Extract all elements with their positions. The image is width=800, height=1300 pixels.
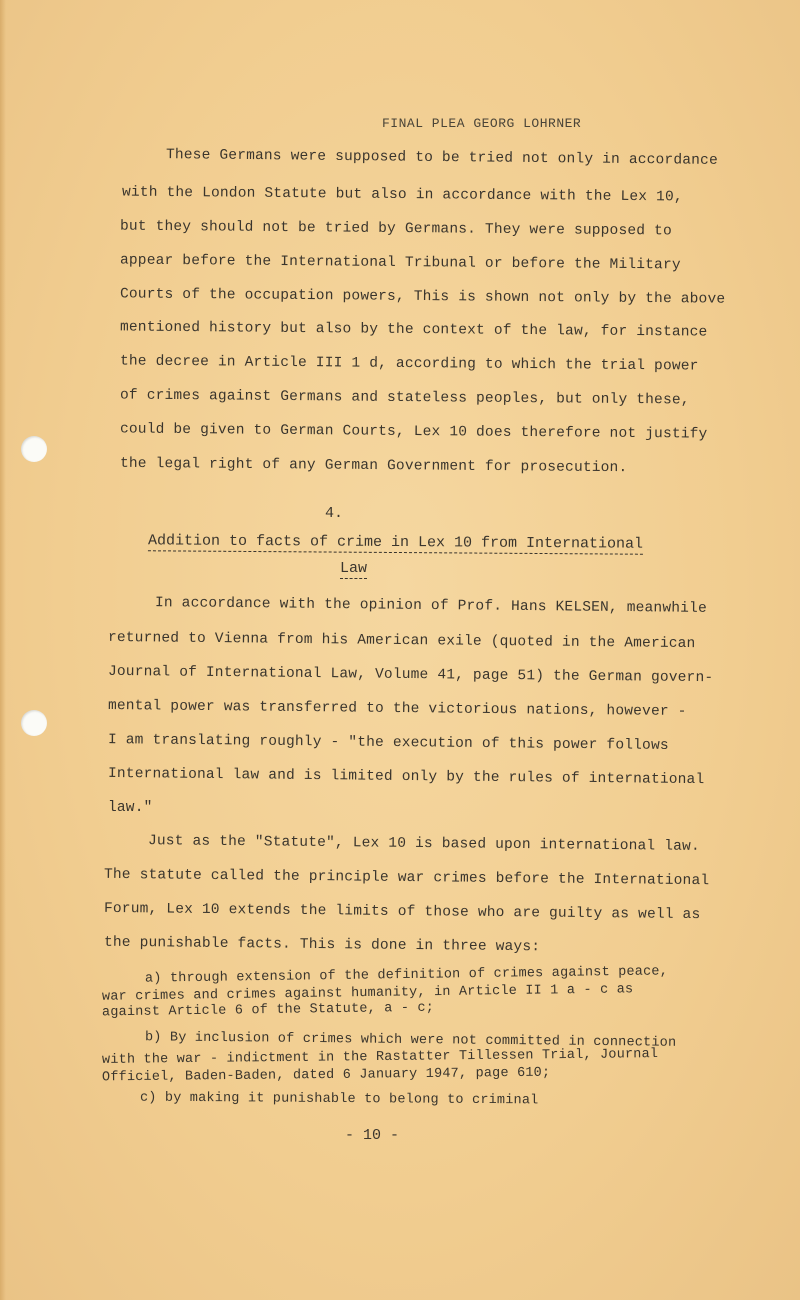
item-a-line: a) through extension of the definition of crimes against peace, bbox=[144, 964, 669, 987]
paragraph3-line: The statute called the principle war crimes before the International bbox=[103, 866, 710, 890]
paragraph1-line: with the London Statute but also in accordance with the Lex 10, bbox=[121, 184, 683, 206]
paragraph3-line: the punishable facts. This is done in three ways: bbox=[103, 934, 541, 956]
item-a-line: war crimes and crimes against humanity, in Article II 1 a - c as bbox=[101, 982, 634, 1005]
punch-hole-lower bbox=[21, 710, 47, 736]
item-b-line: Officiel, Baden-Baden, dated 6 January 1947, page 610; bbox=[101, 1065, 551, 1086]
section-heading-line1: Addition to facts of crime in Lex 10 from International bbox=[147, 532, 644, 553]
item-b-line: b) By inclusion of crimes which were not committed in connection bbox=[144, 1030, 677, 1051]
page-edge-shadow bbox=[0, 0, 6, 1300]
item-b-line: with the war - indictment in the Rastatter Tillessen Trial, Journal bbox=[101, 1047, 659, 1068]
item-c-line: c) by making it punishable to belong to criminal bbox=[139, 1090, 539, 1109]
paragraph1-line: could be given to German Courts, Lex 10 does therefore not justify bbox=[119, 421, 708, 443]
paragraph1-line: the decree in Article III 1 d, according to which the trial power bbox=[119, 353, 699, 375]
paragraph3-line: Forum, Lex 10 extends the limits of those who are guilty as well as bbox=[103, 900, 701, 924]
paragraph1-line: but they should not be tried by Germans. They were supposed to bbox=[119, 218, 672, 240]
paragraph1-line: mentioned history but also by the context of the law, for instance bbox=[119, 319, 708, 341]
paragraph2-line: law." bbox=[108, 800, 153, 816]
item-a-line: against Article 6 of the Statute, a - c; bbox=[101, 1000, 435, 1021]
paragraph3-line: Just as the "Statute", Lex 10 is based upon international law. bbox=[147, 833, 700, 855]
paragraph2-line: Journal of International Law, Volume 41, page 51) the German govern- bbox=[107, 663, 714, 687]
paragraph2-line: I am translating roughly - "the execution of this power follows bbox=[107, 732, 669, 754]
paragraph2-line: In accordance with the opinion of Prof. Hans KELSEN, meanwhile bbox=[154, 595, 707, 617]
punch-hole-upper bbox=[21, 436, 47, 462]
document-header: FINAL PLEA GEORG LOHRNER bbox=[382, 116, 582, 131]
paragraph1-line: appear before the International Tribunal or before the Military bbox=[119, 252, 681, 274]
paragraph1-line: the legal right of any German Government for prosecution. bbox=[119, 455, 628, 477]
page-number: - 10 - bbox=[345, 1127, 400, 1144]
paragraph2-line: International law and is limited only by the rules of international bbox=[107, 765, 705, 789]
paragraph1-line: These Germans were supposed to be tried not only in accordance bbox=[165, 147, 718, 169]
paragraph2-line: mental power was transferred to the victorious nations, however - bbox=[107, 697, 687, 721]
paragraph2-line: returned to Vienna from his American exile (quoted in the American bbox=[107, 629, 696, 653]
paragraph1-line: Courts of the occupation powers, This is shown not only by the above bbox=[119, 286, 726, 308]
paragraph1-line: of crimes against Germans and stateless peoples, but only these, bbox=[119, 387, 690, 409]
section-number: 4. bbox=[325, 505, 344, 522]
section-heading-line2: Law bbox=[340, 560, 368, 577]
